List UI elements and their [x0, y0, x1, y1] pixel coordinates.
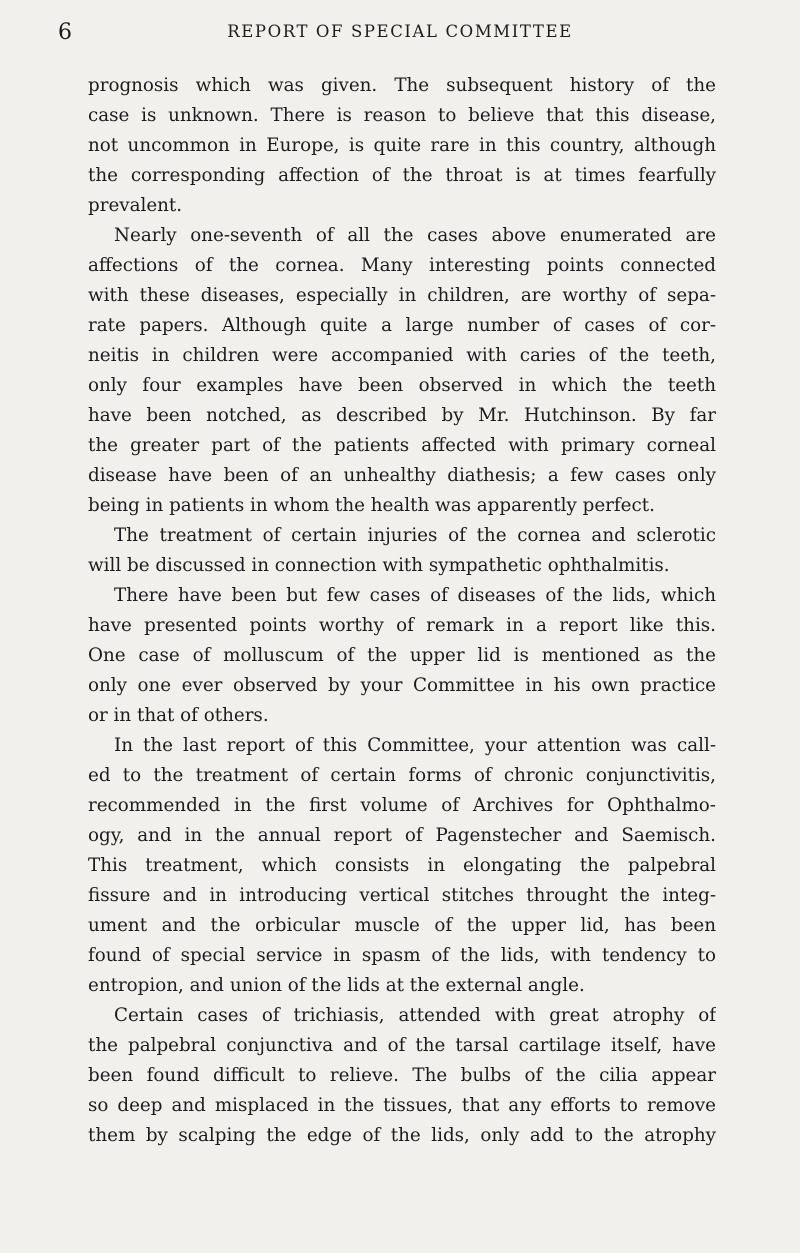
text-line: entropion, and union of the lids at the external angle.	[88, 975, 585, 996]
text-line: so deep and misplaced in the tissues, that any efforts to remove	[88, 1095, 716, 1116]
text-line: have been notched, as described by Mr. Hutchinson. By far	[88, 405, 716, 426]
text-line: the palpebral conjunctiva and of the tarsal cartilage itself, have	[88, 1035, 716, 1056]
body-text	[88, 71, 716, 1151]
text-line: or in that of others.	[88, 705, 269, 726]
text-line: Certain cases of trichiasis, attended with great atrophy of	[114, 1005, 716, 1026]
text-line: the greater part of the patients affected with primary corneal	[88, 435, 716, 456]
running-head: REPORT OF SPECIAL COMMITTEE	[227, 22, 573, 41]
text-line: with these diseases, especially in children, are worthy of sepa-	[88, 285, 716, 306]
text-line: not uncommon in Europe, is quite rare in this country, although	[88, 135, 716, 156]
text-line: fissure and in introducing vertical stitches throught the integ-	[88, 885, 716, 906]
text-line: There have been but few cases of diseases of the lids, which	[114, 585, 716, 606]
text-line: ument and the orbicular muscle of the upper lid, has been	[88, 915, 716, 936]
text-line: prognosis which was given. The subsequent history of the	[88, 75, 716, 96]
text-line: have presented points worthy of remark in a report like this.	[88, 615, 716, 636]
text-line: the corresponding affection of the throat is at times fearfully	[88, 165, 716, 186]
text-line: found of special service in spasm of the lids, with tendency to	[88, 945, 716, 966]
text-line: The treatment of certain injuries of the cornea and sclerotic	[114, 525, 716, 546]
page-number: 6	[58, 20, 72, 45]
text-line: One case of molluscum of the upper lid is mentioned as the	[88, 645, 716, 666]
text-line: will be discussed in connection with sympathetic ophthalmitis.	[88, 555, 670, 576]
text-line: ogy, and in the annual report of Pagenstecher and Saemisch.	[88, 825, 716, 846]
text-line: recommended in the first volume of Archives for Ophthalmo-	[88, 795, 716, 816]
text-line: them by scalping the edge of the lids, only add to the atrophy	[88, 1125, 716, 1146]
text-line: Nearly one-seventh of all the cases above enumerated are	[114, 225, 716, 246]
text-line: affections of the cornea. Many interesting points connected	[88, 255, 716, 276]
text-line: This treatment, which consists in elongating the palpebral	[88, 855, 716, 876]
text-line: been found difficult to relieve. The bulbs of the cilia appear	[88, 1065, 716, 1086]
text-line: rate papers. Although quite a large number of cases of cor-	[88, 315, 716, 336]
text-line: ed to the treatment of certain forms of chronic conjunctivitis,	[88, 765, 716, 786]
text-line: prevalent.	[88, 195, 183, 216]
text-line: only one ever observed by your Committee in his own practice	[88, 675, 716, 696]
text-line: disease have been of an unhealthy diathesis; a few cases only	[88, 465, 716, 486]
text-line: case is unknown. There is reason to believe that this disease,	[88, 105, 716, 126]
text-line: In the last report of this Committee, your attention was call-	[114, 735, 716, 756]
text-line: neitis in children were accompanied with caries of the teeth,	[88, 345, 716, 366]
text-line: being in patients in whom the health was apparently perfect.	[88, 495, 655, 516]
text-line: only four examples have been observed in which the teeth	[88, 375, 716, 396]
